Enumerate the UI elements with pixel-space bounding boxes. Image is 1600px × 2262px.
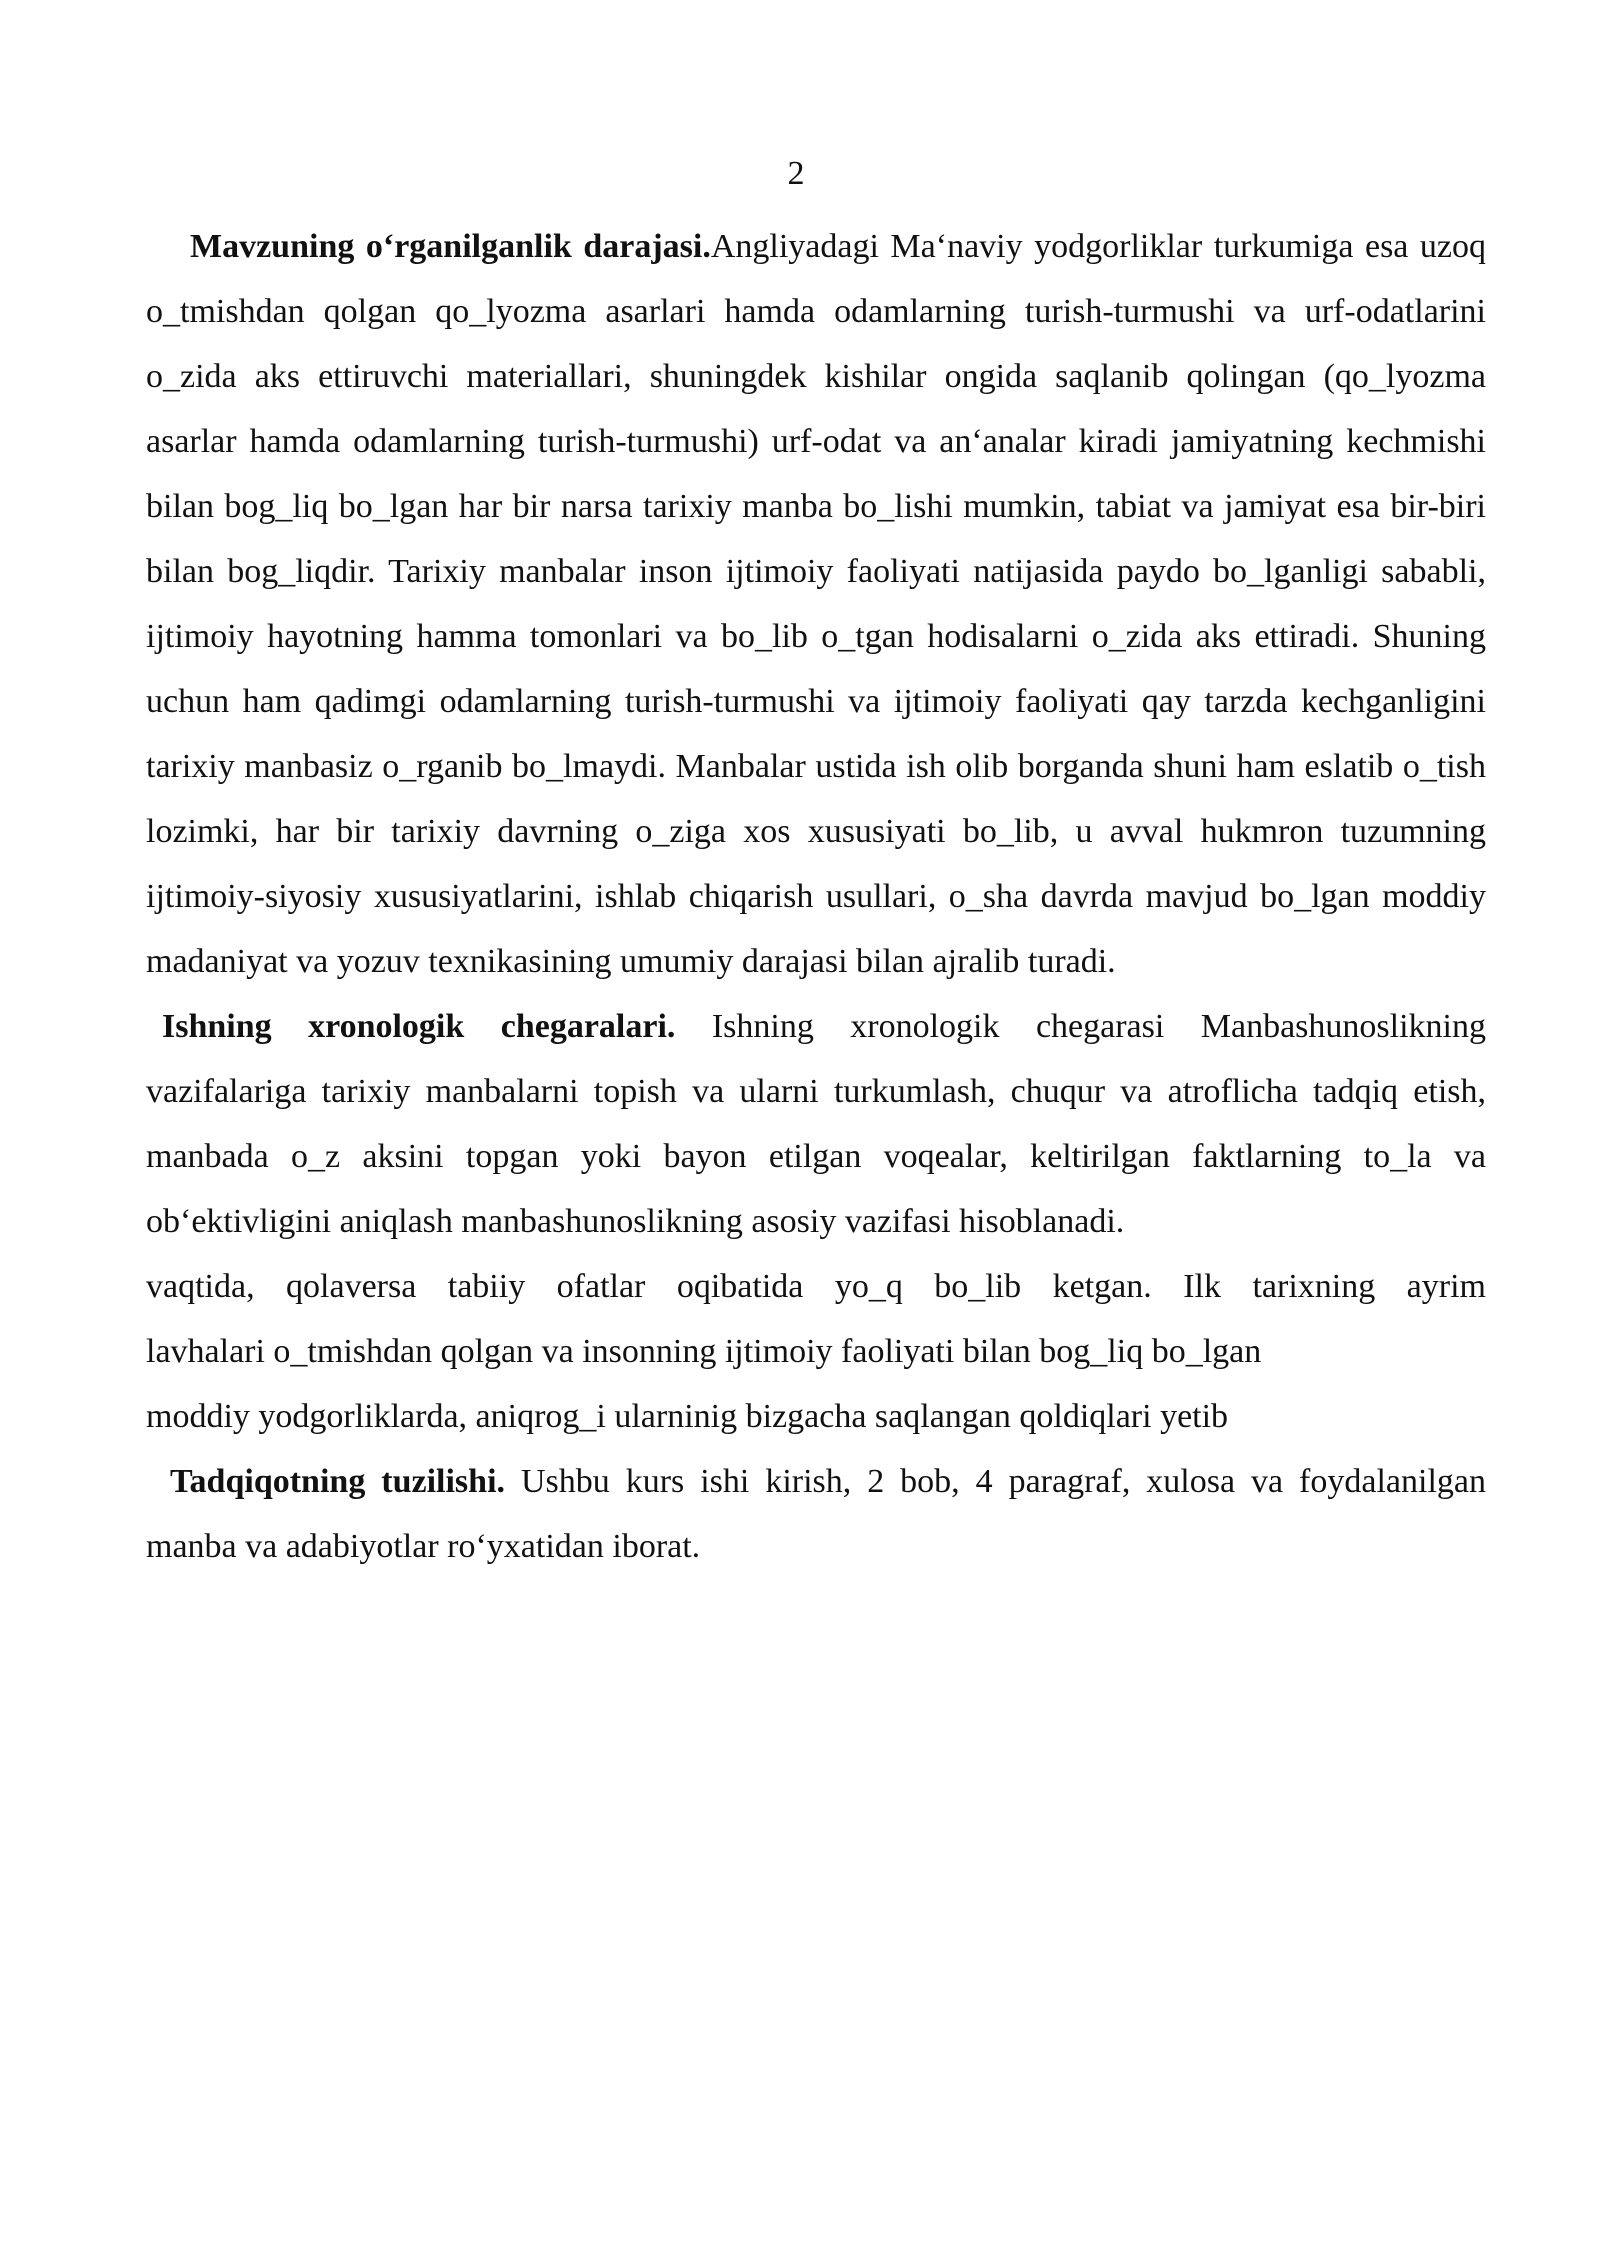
paragraph-research-structure: [146, 1449, 1486, 1579]
paragraph-text: Ushbu kurs ishi kirish, 2 bob, 4 paragraf, xulosa va foydalanilgan manba va adabiyotlar ro‘yxatidan iborat.: [146, 1463, 1486, 1565]
paragraph-chronological-limits: [146, 994, 1486, 1254]
paragraph-study-degree: [146, 214, 1486, 994]
paragraph-fragment: [146, 1254, 1486, 1449]
paragraph-text: Ishning xronologik chegarasi Manbashunoslikning vazifalariga tarixiy manbalarni topish va ularni turkumlash, chuqur va atroflicha tadqiq etish, manbada o_z aksini topgan yoki bayon etilgan voqealar, keltirilgan faktlarning to_la va ob‘ektivligini aniqlash manbashunoslikning asosiy vazifasi hisoblanadi.: [146, 1008, 1486, 1240]
text-line: lavhalari o_tmishdan qolgan va insonning ijtimoiy faoliyati bilan bog_liq bo_lgan: [146, 1333, 1262, 1370]
text-line: moddiy yodgorliklarda, aniqrog_i ularninig bizgacha saqlangan qoldiqlari yetib: [146, 1398, 1229, 1435]
paragraph-heading: Tadqiqotning tuzilishi.: [170, 1463, 506, 1500]
paragraph-heading: Ishning xronologik chegaralari.: [162, 1008, 676, 1045]
text-line: vaqtida, qolaversa tabiiy ofatlar oqibatida yo_q bo_lib ketgan. Ilk tarixning ayrim: [146, 1268, 1486, 1305]
paragraph-heading: Mavzuning o‘rganilganlik darajasi.: [190, 228, 711, 265]
document-body: [146, 214, 1486, 1579]
page-number: 2: [787, 155, 805, 192]
paragraph-text: Angliyadagi Ma‘naviy yodgorliklar turkumiga esa uzoq o_tmishdan qolgan qo_lyozma asarlari hamda odamlarning turish-turmushi va urf-odatlarini o_zida aks ettiruvchi materiallari, shuningdek kishilar ongida saqlanib qolingan (qo_lyozma asarlar hamda odamlarning turish-turmushi) urf-odat va an‘analar kiradi jamiyatning kechmishi bilan bog_liq bo_lgan har bir narsa tarixiy manba bo_lishi mumkin, tabiat va jamiyat esa bir-biri bilan bog_liqdir. Tarixiy manbalar inson ijtimoiy faoliyati natijasida paydo bo_lganligi sababli, ijtimoiy hayotning hamma tomonlari va bo_lib o_tgan hodisalarni o_zida aks ettiradi. Shuning uchun ham qadimgi odamlarning turish-turmushi va ijtimoiy faoliyati qay tarzda kechganligini tarixiy manbasiz o_rganib bo_lmaydi. Manbalar ustida ish olib borganda shuni ham eslatib o_tish lozimki, har bir tarixiy davrning o_ziga xos xususiyati bo_lib, u avval hukmron tuzumning ijtimoiy-siyosiy xususiyatlarini, ishlab chiqarish usullari, o_sha davrda mavjud bo_lgan moddiy madaniyat va yozuv texnikasining umumiy darajasi bilan ajralib turadi.: [146, 228, 1487, 980]
